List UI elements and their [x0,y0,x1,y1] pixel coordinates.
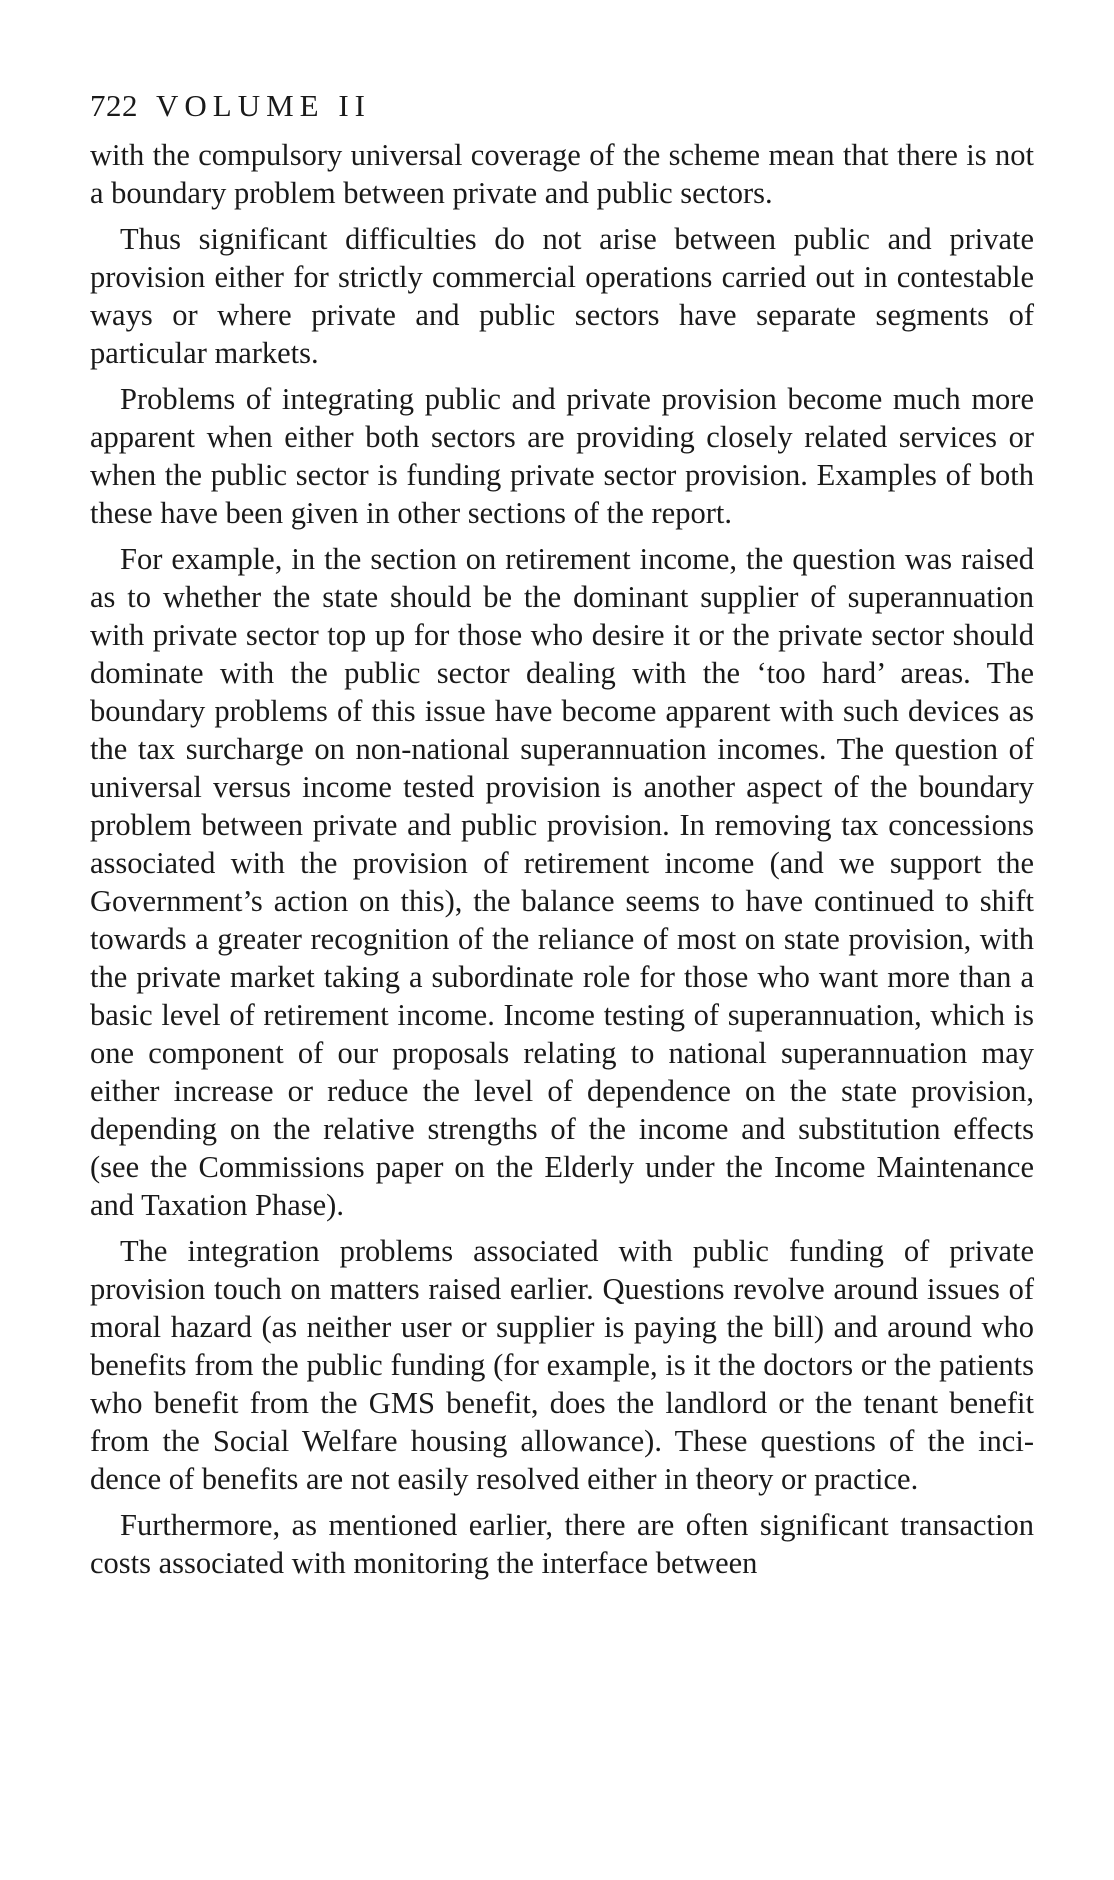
running-head [90,88,1034,124]
paragraph: For example, in the section on retirement income, the question was raised as to whether the state should be the dominant supplier of superannuation with private sector top up for those who desire it or the private sector should dominate with the public sector dealing with the ‘too hard’ areas. The boundary problems of this issue have become apparent with such devices as the tax surcharge on non-national superannuation incomes. The question of universal versus income tested provision is another aspect of the boundary problem between private and public provision. In removing tax concessions associated with the provision of retirement income (and we support the Government’s action on this), the balance seems to have continued to shift towards a greater recognition of the reliance of most on state provision, with the private market taking a subordinate role for those who want more than a basic level of retirement income. Income testing of superannuation, which is one component of our proposals relating to national superannuation may either increase or reduce the level of dependence on the state provision, depending on the relative strengths of the income and substitution effects (see the Commissions paper on the Elderly under the Income Maintenance and Taxation Phase). [90,542,1034,1222]
paragraph-continued: with the compulsory universal coverage of the scheme mean that there is not a boundary problem between private and public sectors. [90,138,1034,210]
body-text [90,136,1034,1582]
page-number: 722 [90,88,138,123]
running-title: VOLUME II [156,88,371,123]
paragraph: Problems of integrating public and private provision become much more apparent when either both sectors are providing closely related services or when the public sector is funding private sector provision. Examples of both these have been given in other sections of the report. [90,382,1034,530]
book-page [90,88,1034,1590]
paragraph: Furthermore, as mentioned earlier, there are often significant transaction costs associated with monitoring the interface between [90,1508,1034,1580]
paragraph: The integration problems associated with public funding of private provision touch on matters raised earlier. Questions revolve around issues of moral hazard (as neither user or supplier is paying the bill) and around who benefits from the public funding (for example, is it the doctors or the patients who benefit from the GMS benefit, does the landlord or the tenant benefit from the Social Welfare housing allowance). These questions of the incidence of benefits are not easily resolved either in theory or practice. [90,1234,1034,1496]
paragraph: Thus significant difficulties do not arise between public and private provision either for strictly commercial operations carried out in contestable ways or where private and public sectors have separate segments of particular markets. [90,222,1034,370]
